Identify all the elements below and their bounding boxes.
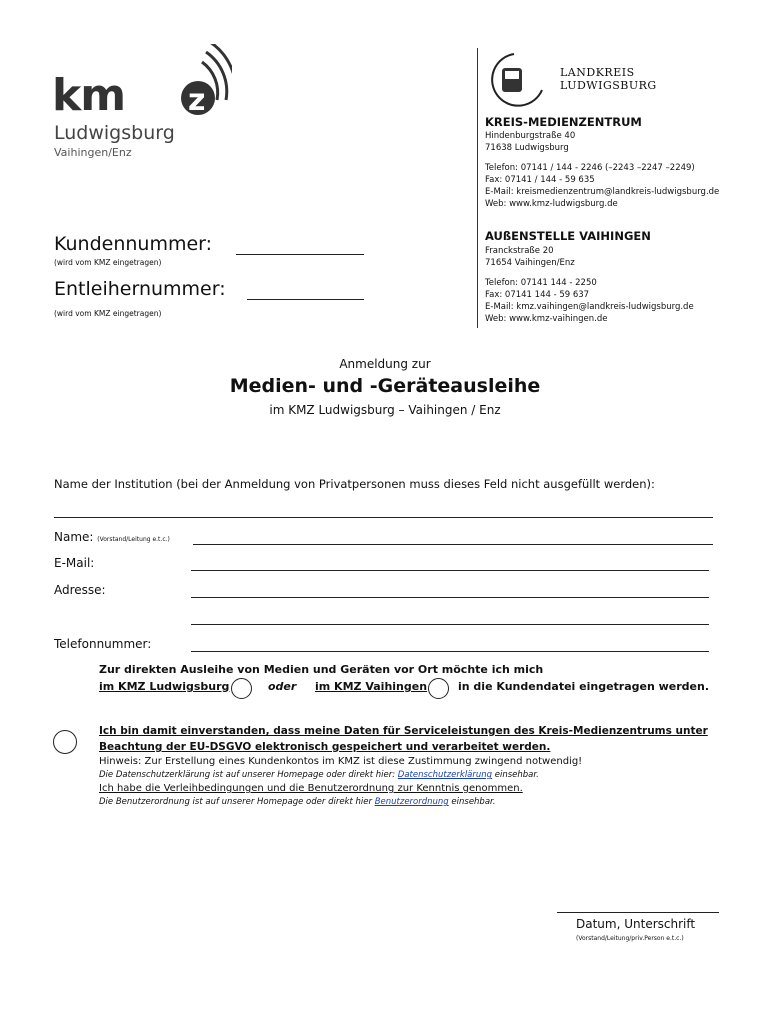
borrower-number-label: Entleihernummer: xyxy=(54,278,226,300)
kmz-logo xyxy=(52,44,232,164)
kmz-logo-graphic xyxy=(52,44,232,124)
branch-office-email: E-Mail: kmz.vaihingen@landkreis-ludwigsburg.de xyxy=(485,302,694,312)
branch-office-fax: Fax: 07141 144 - 59 637 xyxy=(485,290,590,300)
privacy-note-post: einsehbar. xyxy=(494,770,539,780)
kmz-logo-sub: Vaihingen/Enz xyxy=(54,146,132,159)
kmz-office-city: 71638 Ludwigsburg xyxy=(485,143,569,153)
landkreis-line2: LUDWIGSBURG xyxy=(560,79,657,92)
landkreis-logo xyxy=(484,50,664,110)
privacy-note-pre: Die Datenschutzerklärung ist auf unserer Homepage oder direkt hier: xyxy=(99,770,396,780)
signature-label: Datum, Unterschrift xyxy=(576,917,696,931)
terms-ack: Ich habe die Verleihbedingungen und die Benutzerordnung zur Kenntnis genommen. xyxy=(99,783,523,794)
kmz-logo-city: Ludwigsburg xyxy=(54,122,175,144)
heading-pre: Anmeldung zur xyxy=(339,357,431,371)
header-divider xyxy=(477,48,478,328)
kmz-office-phone: Telefon: 07141 / 144 - 2246 (–2243 –2247 –2249) xyxy=(485,163,695,173)
location-tail: in die Kundendatei eingetragen werden. xyxy=(458,680,710,693)
heading-sub: im KMZ Ludwigsburg – Vaihingen / Enz xyxy=(269,403,501,417)
customer-number-field[interactable] xyxy=(236,254,364,255)
signature-note: (Vorstand/Leitung/priv.Person e.t.c.) xyxy=(576,935,684,942)
branch-office-city: 71654 Vaihingen/Enz xyxy=(485,258,575,268)
rules-link[interactable]: Benutzerordnung xyxy=(374,797,449,807)
ludwigsburg-radio[interactable] xyxy=(231,678,252,699)
svg-text:z: z xyxy=(188,83,206,118)
location-option-vaihingen: im KMZ Vaihingen xyxy=(315,680,428,693)
rules-note-pre: Die Benutzerordnung ist auf unserer Homepage oder direkt hier xyxy=(99,797,372,807)
kmz-office-street: Hindenburgstraße 40 xyxy=(485,131,576,141)
privacy-link[interactable]: Datenschutzerklärung xyxy=(397,770,493,780)
kmz-office-web: Web: www.kmz-ludwigsburg.de xyxy=(485,199,618,209)
consent-hint: Hinweis: Zur Erstellung eines Kundenkontos im KMZ ist diese Zustimmung zwingend notwendig! xyxy=(99,756,583,767)
customer-number-note: (wird vom KMZ eingetragen) xyxy=(54,258,162,267)
consent-line1: Ich bin damit einverstanden, dass meine Daten für Serviceleistungen des Kreis-Medienzentrums unter xyxy=(99,725,708,737)
branch-office-web: Web: www.kmz-vaihingen.de xyxy=(485,314,608,324)
rules-note xyxy=(99,796,739,809)
branch-office-title: AUßENSTELLE VAIHINGEN xyxy=(485,229,651,243)
address-label: Adresse: xyxy=(54,583,106,597)
address-field-2[interactable] xyxy=(191,624,709,625)
phone-field[interactable] xyxy=(191,651,709,652)
location-option-ludwigsburg: im KMZ Ludwigsburg xyxy=(99,680,230,693)
kmz-office-fax: Fax: 07141 / 144 - 59 635 xyxy=(485,175,595,185)
borrower-number-field[interactable] xyxy=(247,299,364,300)
branch-office xyxy=(485,229,765,325)
svg-text:km: km xyxy=(52,70,126,121)
address-field-1[interactable] xyxy=(191,597,709,598)
institution-field[interactable] xyxy=(54,517,713,518)
kmz-office-title: KREIS-MEDIENZENTRUM xyxy=(485,115,642,129)
email-field[interactable] xyxy=(191,570,709,571)
consent-text xyxy=(99,723,739,809)
branch-office-street: Franckstraße 20 xyxy=(485,246,554,256)
branch-office-phone: Telefon: 07141 144 - 2250 xyxy=(485,278,597,288)
kmz-office-email: E-Mail: kreismedienzentrum@landkreis-ludwigsburg.de xyxy=(485,187,720,197)
privacy-note xyxy=(99,769,739,782)
page-title: Medien- und -Geräteausleihe xyxy=(229,375,541,397)
consent-line2: Beachtung der EU-DSGVO elektronisch gespeichert und verarbeitet werden. xyxy=(99,741,551,753)
landkreis-crest-icon xyxy=(484,50,554,108)
customer-number-label: Kundennummer: xyxy=(54,233,213,255)
location-intro: Zur direkten Ausleihe von Medien und Geräten vor Ort möchte ich mich xyxy=(99,663,544,676)
consent-checkbox[interactable] xyxy=(53,730,77,754)
name-label-text: Name: xyxy=(54,530,94,544)
name-label-note: (Vorstand/Leitung e.t.c.) xyxy=(97,536,170,543)
kmz-office xyxy=(485,115,765,210)
email-label: E-Mail: xyxy=(54,556,95,570)
phone-label: Telefonnummer: xyxy=(54,637,152,651)
institution-label: Name der Institution (bei der Anmeldung von Privatpersonen muss dieses Feld nicht ausgefüllt werden): xyxy=(54,477,655,491)
signature-field[interactable] xyxy=(557,912,719,913)
name-label xyxy=(54,530,170,544)
name-field[interactable] xyxy=(193,544,713,545)
rules-note-post: einsehbar. xyxy=(451,797,496,807)
landkreis-line1: LANDKREIS xyxy=(560,66,635,79)
vaihingen-radio[interactable] xyxy=(428,678,449,699)
borrower-number-note: (wird vom KMZ eingetragen) xyxy=(54,309,162,318)
location-or: oder xyxy=(268,680,297,693)
